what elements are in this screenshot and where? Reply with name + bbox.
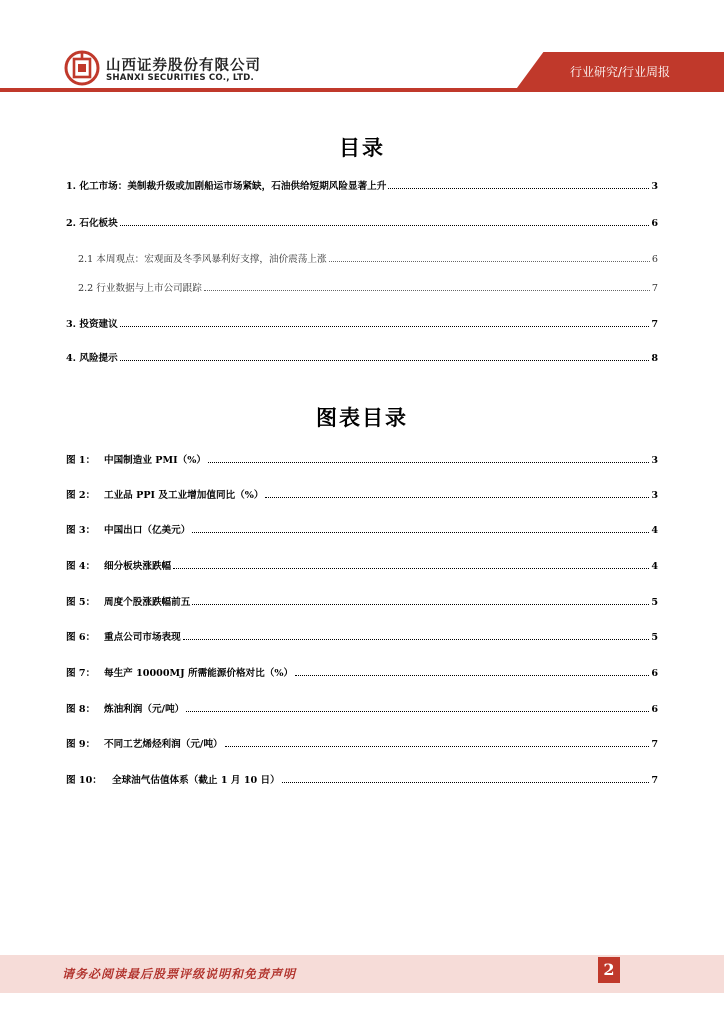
figure-entry[interactable] (66, 699, 658, 715)
figure-entry[interactable] (66, 663, 658, 679)
dot-leader (329, 260, 650, 262)
dot-leader (173, 567, 649, 569)
figure-entry[interactable] (66, 450, 658, 466)
figure-number: 图 10： (66, 775, 102, 786)
figure-label: 全球油气估值体系（截止 1 月 10 日） (112, 775, 280, 786)
figure-page: 6 (651, 668, 658, 679)
figure-page: 4 (651, 561, 658, 572)
company-logo (64, 50, 284, 90)
figure-label: 细分板块涨跌幅 (104, 561, 172, 572)
figure-number: 图 2： (66, 490, 96, 501)
figure-entry[interactable] (66, 556, 658, 572)
figure-number: 图 1： (66, 455, 96, 466)
figure-number: 图 3： (66, 525, 96, 536)
figure-label: 不同工艺烯烃利润（元/吨） (104, 739, 223, 750)
figure-label: 每生产 10000MJ 所需能源价格对比（%） (104, 668, 294, 679)
report-category-tag: 行业研究/行业周报 (569, 65, 670, 79)
company-logo-icon (64, 50, 100, 86)
figure-entry[interactable] (66, 592, 658, 608)
figure-entry-text (66, 629, 181, 643)
toc-entry-label: 2.2 行业数据与上市公司跟踪 (78, 283, 202, 294)
figure-page: 5 (651, 632, 658, 643)
company-name-en: SHANXI SECURITIES CO., LTD. (106, 73, 254, 83)
dot-leader (120, 325, 650, 327)
figure-entry[interactable] (66, 734, 658, 750)
figure-number: 图 7： (66, 668, 96, 679)
figure-entry[interactable] (66, 520, 658, 536)
toc-entry-page: 6 (651, 218, 658, 229)
toc-entry-label: 4. 风险提示 (66, 353, 118, 364)
figure-entry-text (66, 558, 171, 572)
toc-entry[interactable] (66, 176, 658, 192)
figure-entry[interactable] (66, 770, 658, 786)
company-name-cn: 山西证券股份有限公司 (106, 58, 261, 74)
toc-entry[interactable] (66, 314, 658, 330)
toc-entry-page: 8 (651, 353, 658, 364)
toc-entry[interactable] (66, 213, 658, 229)
figures-title: 图表目录 (316, 406, 408, 430)
figure-page: 7 (651, 739, 658, 750)
figure-page: 4 (651, 525, 658, 536)
dot-leader (204, 289, 650, 291)
figure-entry-text (66, 665, 293, 679)
figure-entry-text (66, 701, 184, 715)
figure-page: 5 (651, 597, 658, 608)
figure-page: 7 (651, 775, 658, 786)
dot-leader (282, 781, 650, 783)
figure-page: 3 (651, 490, 658, 501)
toc-entry-page: 6 (651, 254, 658, 265)
dot-leader (295, 674, 649, 676)
figure-number: 图 4： (66, 561, 96, 572)
dot-leader (208, 461, 649, 463)
figure-entry[interactable] (66, 627, 658, 643)
figure-page: 6 (651, 704, 658, 715)
toc-entry-page: 7 (651, 319, 658, 330)
toc-entry-label: 2.1 本周观点：宏观面及冬季风暴利好支撑，油价震荡上涨 (78, 254, 327, 265)
figure-label: 炼油利润（元/吨） (104, 704, 185, 715)
figure-label: 重点公司市场表现 (104, 632, 181, 643)
figure-label: 工业品 PPI 及工业增加值同比（%） (104, 490, 264, 501)
dot-leader (120, 224, 650, 226)
toc-entry-page: 3 (651, 181, 658, 192)
dot-leader (225, 745, 650, 747)
page-number: 2 (598, 957, 620, 983)
figure-entry-text (66, 487, 263, 501)
figure-number: 图 5： (66, 597, 96, 608)
figure-entry-text (66, 522, 190, 536)
figure-number: 图 8： (66, 704, 96, 715)
dot-leader (192, 531, 649, 533)
figure-label: 周度个股涨跌幅前五 (104, 597, 191, 608)
toc-subentry[interactable] (78, 278, 658, 294)
figure-entry-text (66, 452, 206, 466)
figure-entry[interactable] (66, 485, 658, 501)
figure-number: 图 9： (66, 739, 96, 750)
figure-page: 3 (651, 455, 658, 466)
toc-subentry[interactable] (78, 249, 658, 265)
figure-entry-text (66, 736, 223, 750)
figure-label: 中国出口（亿美元） (104, 525, 191, 536)
dot-leader (120, 359, 650, 361)
dot-leader (186, 710, 649, 712)
toc-entry-label: 3. 投资建议 (66, 319, 118, 330)
toc-entry-page: 7 (651, 283, 658, 294)
toc-entry-label: 1. 化工市场：美制裁升级或加剧船运市场紧缺，石油供给短期风险显著上升 (66, 181, 387, 192)
dot-leader (183, 638, 650, 640)
figure-entry-text (66, 772, 280, 786)
figure-label: 中国制造业 PMI（%） (104, 455, 206, 466)
disclaimer-note: 请务必阅读最后股票评级说明和免责声明 (62, 967, 297, 981)
page-header (0, 0, 724, 100)
toc-entry[interactable] (66, 348, 658, 364)
figure-entry-text (66, 594, 190, 608)
dot-leader (388, 187, 649, 189)
dot-leader (265, 496, 649, 498)
dot-leader (192, 603, 649, 605)
figure-number: 图 6： (66, 632, 96, 643)
toc-title: 目录 (339, 136, 385, 160)
toc-entry-label: 2. 石化板块 (66, 218, 118, 229)
